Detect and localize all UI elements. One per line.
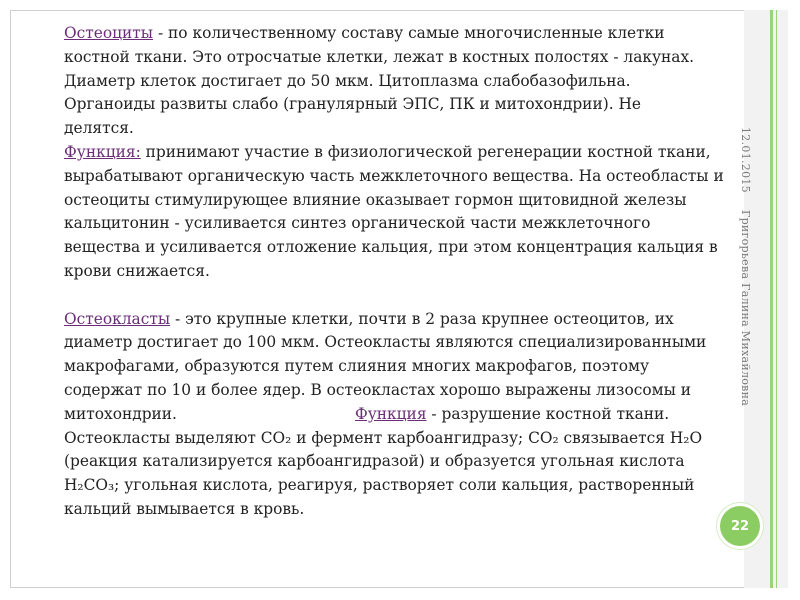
text-line: - разрушение костной ткани. — [426, 404, 670, 423]
text-line: - по количественному составу самые многочисленные клетки — [153, 24, 665, 42]
osteocytes-paragraph — [64, 22, 734, 284]
text-line: вещества и усиливается отложение кальция, при этом концентрация кальция в — [64, 238, 718, 257]
accent-line-thin — [776, 10, 777, 588]
text-line: H₂CO₃; угольная кислота, реагируя, растворяет соли кальция, растворенный — [64, 476, 695, 495]
slide-author: Григорьева Галина Михайловна — [739, 210, 752, 407]
text-line: кальций вымывается в кровь. — [64, 499, 305, 518]
text-line: остеоциты стимулирующее влияние оказывает гормон щитовидной железы — [64, 190, 687, 209]
paragraph-gap — [64, 284, 734, 308]
text-line: диаметр достигает до 100 мкм. Остеокласты являются специализированными — [64, 333, 707, 352]
text-line: костной ткани. Это отросчатые клетки, лежат в костных полостях - лакунах. — [64, 47, 695, 66]
slide-body — [64, 22, 734, 522]
accent-line — [770, 10, 773, 588]
osteocytes-function-link[interactable]: Функция: — [64, 142, 141, 161]
text-line: Органоиды развиты слабо (гранулярный ЭПС, ПК и митохондрии). Не — [64, 95, 642, 114]
osteoclasts-paragraph — [64, 308, 734, 522]
text-line: крови снижается. — [64, 261, 210, 280]
text-line: Остеокласты выделяют CO₂ и фермент карбоангидразу; CO₂ связывается H₂O — [64, 428, 703, 447]
osteoclasts-term-link[interactable]: Остеокласты — [64, 309, 171, 328]
text-line: вырабатывают органическую часть межклеточного вещества. На остеобласты и — [64, 166, 724, 185]
text-line: митохондрии. — [64, 404, 177, 423]
text-line: принимают участие в физиологической регенерации костной ткани, — [140, 142, 711, 161]
page-number-badge: 22 — [720, 506, 760, 546]
text-line: кальцитонин - усиливается синтез органической части межклеточного — [64, 214, 651, 233]
text-line: содержат по 10 и более ядер. В остеокластах хорошо выражены лизосомы и — [64, 380, 691, 399]
text-line: делятся. — [64, 119, 134, 138]
text-line: - это крупные клетки, почти в 2 раза крупнее остеоцитов, их — [170, 309, 674, 328]
text-line: макрофагами, образуются путем слияния многих макрофагов, поэтому — [64, 357, 650, 376]
osteoclasts-function-link[interactable]: Функция — [354, 404, 427, 423]
slide-date: 12.01.2015 — [739, 127, 752, 193]
text-line: Диаметр клеток достигает до 50 мкм. Цитоплазма слабобазофильна. — [64, 71, 631, 90]
text-line: (реакция катализируется карбоангидразой) и образуется угольная кислота — [64, 452, 685, 471]
osteocytes-term-link[interactable]: Остеоциты — [64, 24, 154, 42]
